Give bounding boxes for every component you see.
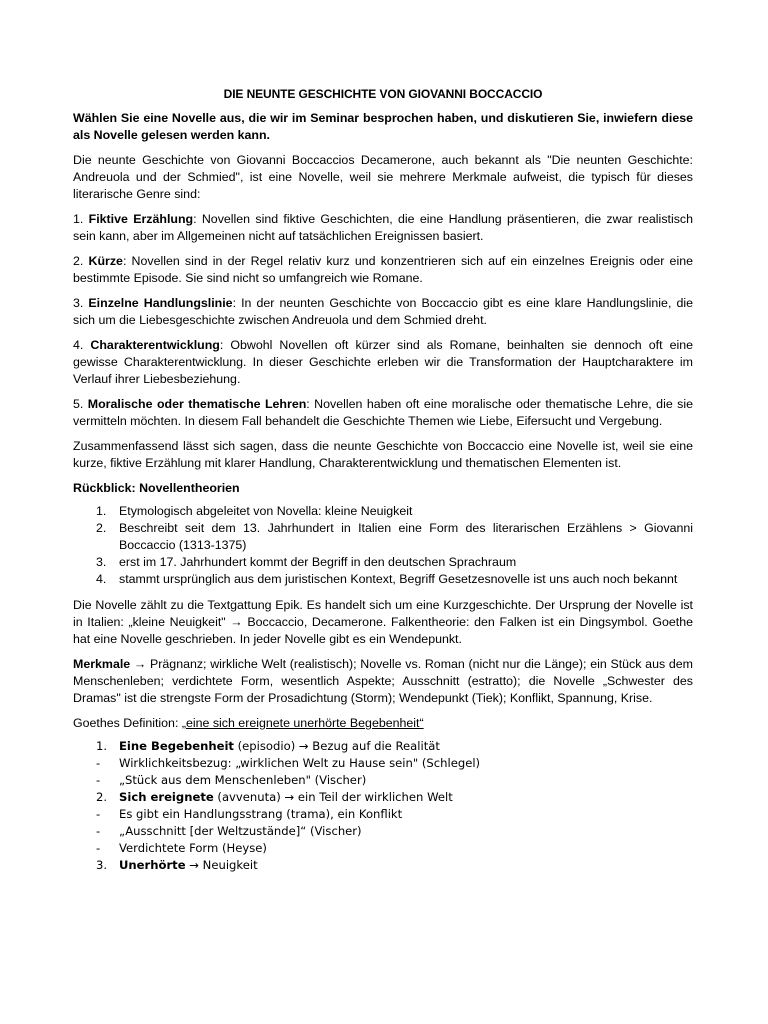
list-text: „Stück aus dem Menschenleben" (Vischer) [119, 773, 367, 787]
summary-paragraph: Zusammenfassend lässt sich sagen, dass die neunte Geschichte von Boccaccio eine Novelle ist, weil sie eine kurze, fiktive Erzählung mit klarer Handlung, Charakterentwicklung und thematischen Elementen ist. [73, 439, 693, 470]
list-term: Eine Begebenheit [119, 739, 234, 753]
list-term: Sich ereignete [119, 790, 214, 804]
list-item [73, 520, 693, 554]
list-marker: 3. [96, 858, 108, 872]
list-item [73, 857, 693, 874]
document-title: DIE NEUNTE GESCHICHTE VON GIOVANNI BOCCACCIO [223, 87, 543, 101]
essay-question: Wählen Sie eine Novelle aus, die wir im Seminar besprochen haben, und diskutieren Sie, inwiefern diese als Novelle gelesen werden kann. [73, 111, 693, 142]
list-item [73, 806, 693, 823]
list-number: 1. [96, 504, 107, 518]
feature-text: : Novellen sind fiktive Geschichten, die eine Handlung präsentieren, die zwar realistisch sein kann, aber im Allgemeinen nicht auf tatsächlichen Ereignissen basiert. [73, 212, 693, 243]
feature-term: Charakterentwicklung [90, 338, 220, 352]
feature-paragraph [73, 396, 693, 430]
list-text: Verdichtete Form (Heyse) [119, 841, 267, 855]
feature-text: : Novellen haben oft eine moralische oder thematische Lehre, die sie vermitteln möchten. In diesem Fall behandelt die Geschichte Themen wie Liebe, Eifersucht und Vergebung. [73, 397, 693, 428]
feature-text: : Obwohl Novellen oft kürzer sind als Romane, beinhalten sie dennoch oft eine gewisse Charakterentwicklung. In dieser Geschichte erleben wir die Transformation der Hauptcharaktere im Verlauf ihrer Liebesbeziehung. [73, 338, 693, 386]
list-marker: - [96, 773, 101, 787]
feature-text: : Novellen sind in der Regel relativ kurz und konzentrieren sich auf ein einzelnes Ereignis oder eine bestimmte Episode. Sie sind nicht so umfangreich wie Romane. [73, 254, 693, 285]
feature-term: Moralische oder thematische Lehren [87, 397, 307, 411]
list-text: Etymologisch abgeleitet von Novella: kleine Neuigkeit [119, 504, 413, 518]
intro-paragraph: Die neunte Geschichte von Giovanni Boccaccios Decamerone, auch bekannt als "Die neunten Geschichte: Andreuola und der Schmied", ist eine Novelle, weil sie mehrere Merkmale aufweist, die typisch für dieses literarische Genre sind: [73, 153, 693, 201]
list-marker: - [96, 841, 101, 855]
list-item [73, 840, 693, 857]
feature-number: 5. [73, 397, 84, 411]
merkmale-text: → Prägnanz; wirkliche Welt (realistisch); Novelle vs. Roman (nicht nur die Länge); ein Stück aus dem Menschenleben; verdichtete Form, wesentlich Aspekte; Ausschnitt (estratto); die Novelle „Schwester des Dramas" ist die strengste Form der Prosadichtung (Storm); Wendepunkt (Tiek); Konflikt, Spannung, Krise. [73, 657, 693, 705]
goethe-quote: eine sich ereignete unerhörte Begebenheit [185, 716, 420, 730]
feature-paragraph [73, 253, 693, 287]
feature-paragraph [73, 295, 693, 329]
list-item [73, 789, 693, 806]
goethe-label: Goethes Definition: „ [73, 716, 186, 730]
epik-paragraph: Die Novelle zählt zu die Textgattung Epik. Es handelt sich um eine Kurzgeschichte. Der Ursprung der Novelle ist in Italien: „kleine Neuigkeit" → Boccaccio, Decamerone. Falkentheorie: den Falken ist ein Dingsymbol. Goethe hat eine Novelle geschrieben. In jeder Novelle gibt es ein Wendepunkt. [73, 598, 693, 646]
list-marker: 2. [96, 790, 108, 804]
list-marker: - [96, 756, 101, 770]
list-item [73, 738, 693, 755]
merkmale-label: Merkmale [73, 657, 131, 671]
list-number: 3. [96, 555, 107, 569]
list-text: stammt ursprünglich aus dem juristischen Kontext, Begriff Gesetzesnovelle ist uns auch noch bekannt [119, 572, 678, 586]
list-marker: - [96, 824, 101, 838]
feature-term: Einzelne Handlungslinie [88, 296, 233, 310]
merkmale-paragraph [73, 656, 693, 707]
list-marker: - [96, 807, 101, 821]
feature-number: 1. [73, 212, 84, 226]
list-text: Es gibt ein Handlungsstrang (trama), ein Konflikt [119, 807, 403, 821]
list-marker: 1. [96, 739, 108, 753]
feature-text: : In der neunten Geschichte von Boccaccio gibt es eine klare Handlungslinie, die sich um die Liebesgeschichte zwischen Andreuola und dem Schmied dreht. [73, 296, 693, 327]
list-number: 4. [96, 572, 107, 586]
list-item [73, 571, 693, 588]
goethe-list [73, 738, 693, 874]
feature-number: 4. [73, 338, 84, 352]
list-item [73, 755, 693, 772]
document-page [73, 86, 693, 874]
feature-paragraph [73, 337, 693, 388]
list-item [73, 503, 693, 520]
list-term: Unerhörte [119, 858, 186, 872]
feature-paragraph [73, 211, 693, 245]
list-item [73, 772, 693, 789]
review-heading: Rückblick: Novellentheorien [73, 481, 240, 495]
list-text: „Ausschnitt [der Weltzustände]“ (Vischer) [119, 824, 362, 838]
goethe-quote-close: “ [419, 716, 424, 730]
feature-term: Kürze [88, 254, 123, 268]
list-text: (episodio) → Bezug auf die Realität [233, 739, 440, 753]
list-item [73, 823, 693, 840]
list-item [73, 554, 693, 571]
theory-list [73, 503, 693, 588]
list-text: → Neuigkeit [185, 858, 258, 872]
list-text: Beschreibt seit dem 13. Jahrhundert in Italien eine Form des literarischen Erzählens > Giovanni Boccaccio (1313-1375) [119, 521, 693, 552]
list-number: 2. [96, 521, 107, 535]
feature-number: 2. [73, 254, 84, 268]
list-text: erst im 17. Jahrhundert kommt der Begriff in den deutschen Sprachraum [119, 555, 517, 569]
feature-term: Fiktive Erzählung [88, 212, 194, 226]
list-text: (avvenuta) → ein Teil der wirklichen Welt [213, 790, 453, 804]
feature-number: 3. [73, 296, 84, 310]
goethe-definition [73, 715, 693, 732]
list-text: Wirklichkeitsbezug: „wirklichen Welt zu Hause sein" (Schlegel) [119, 756, 481, 770]
